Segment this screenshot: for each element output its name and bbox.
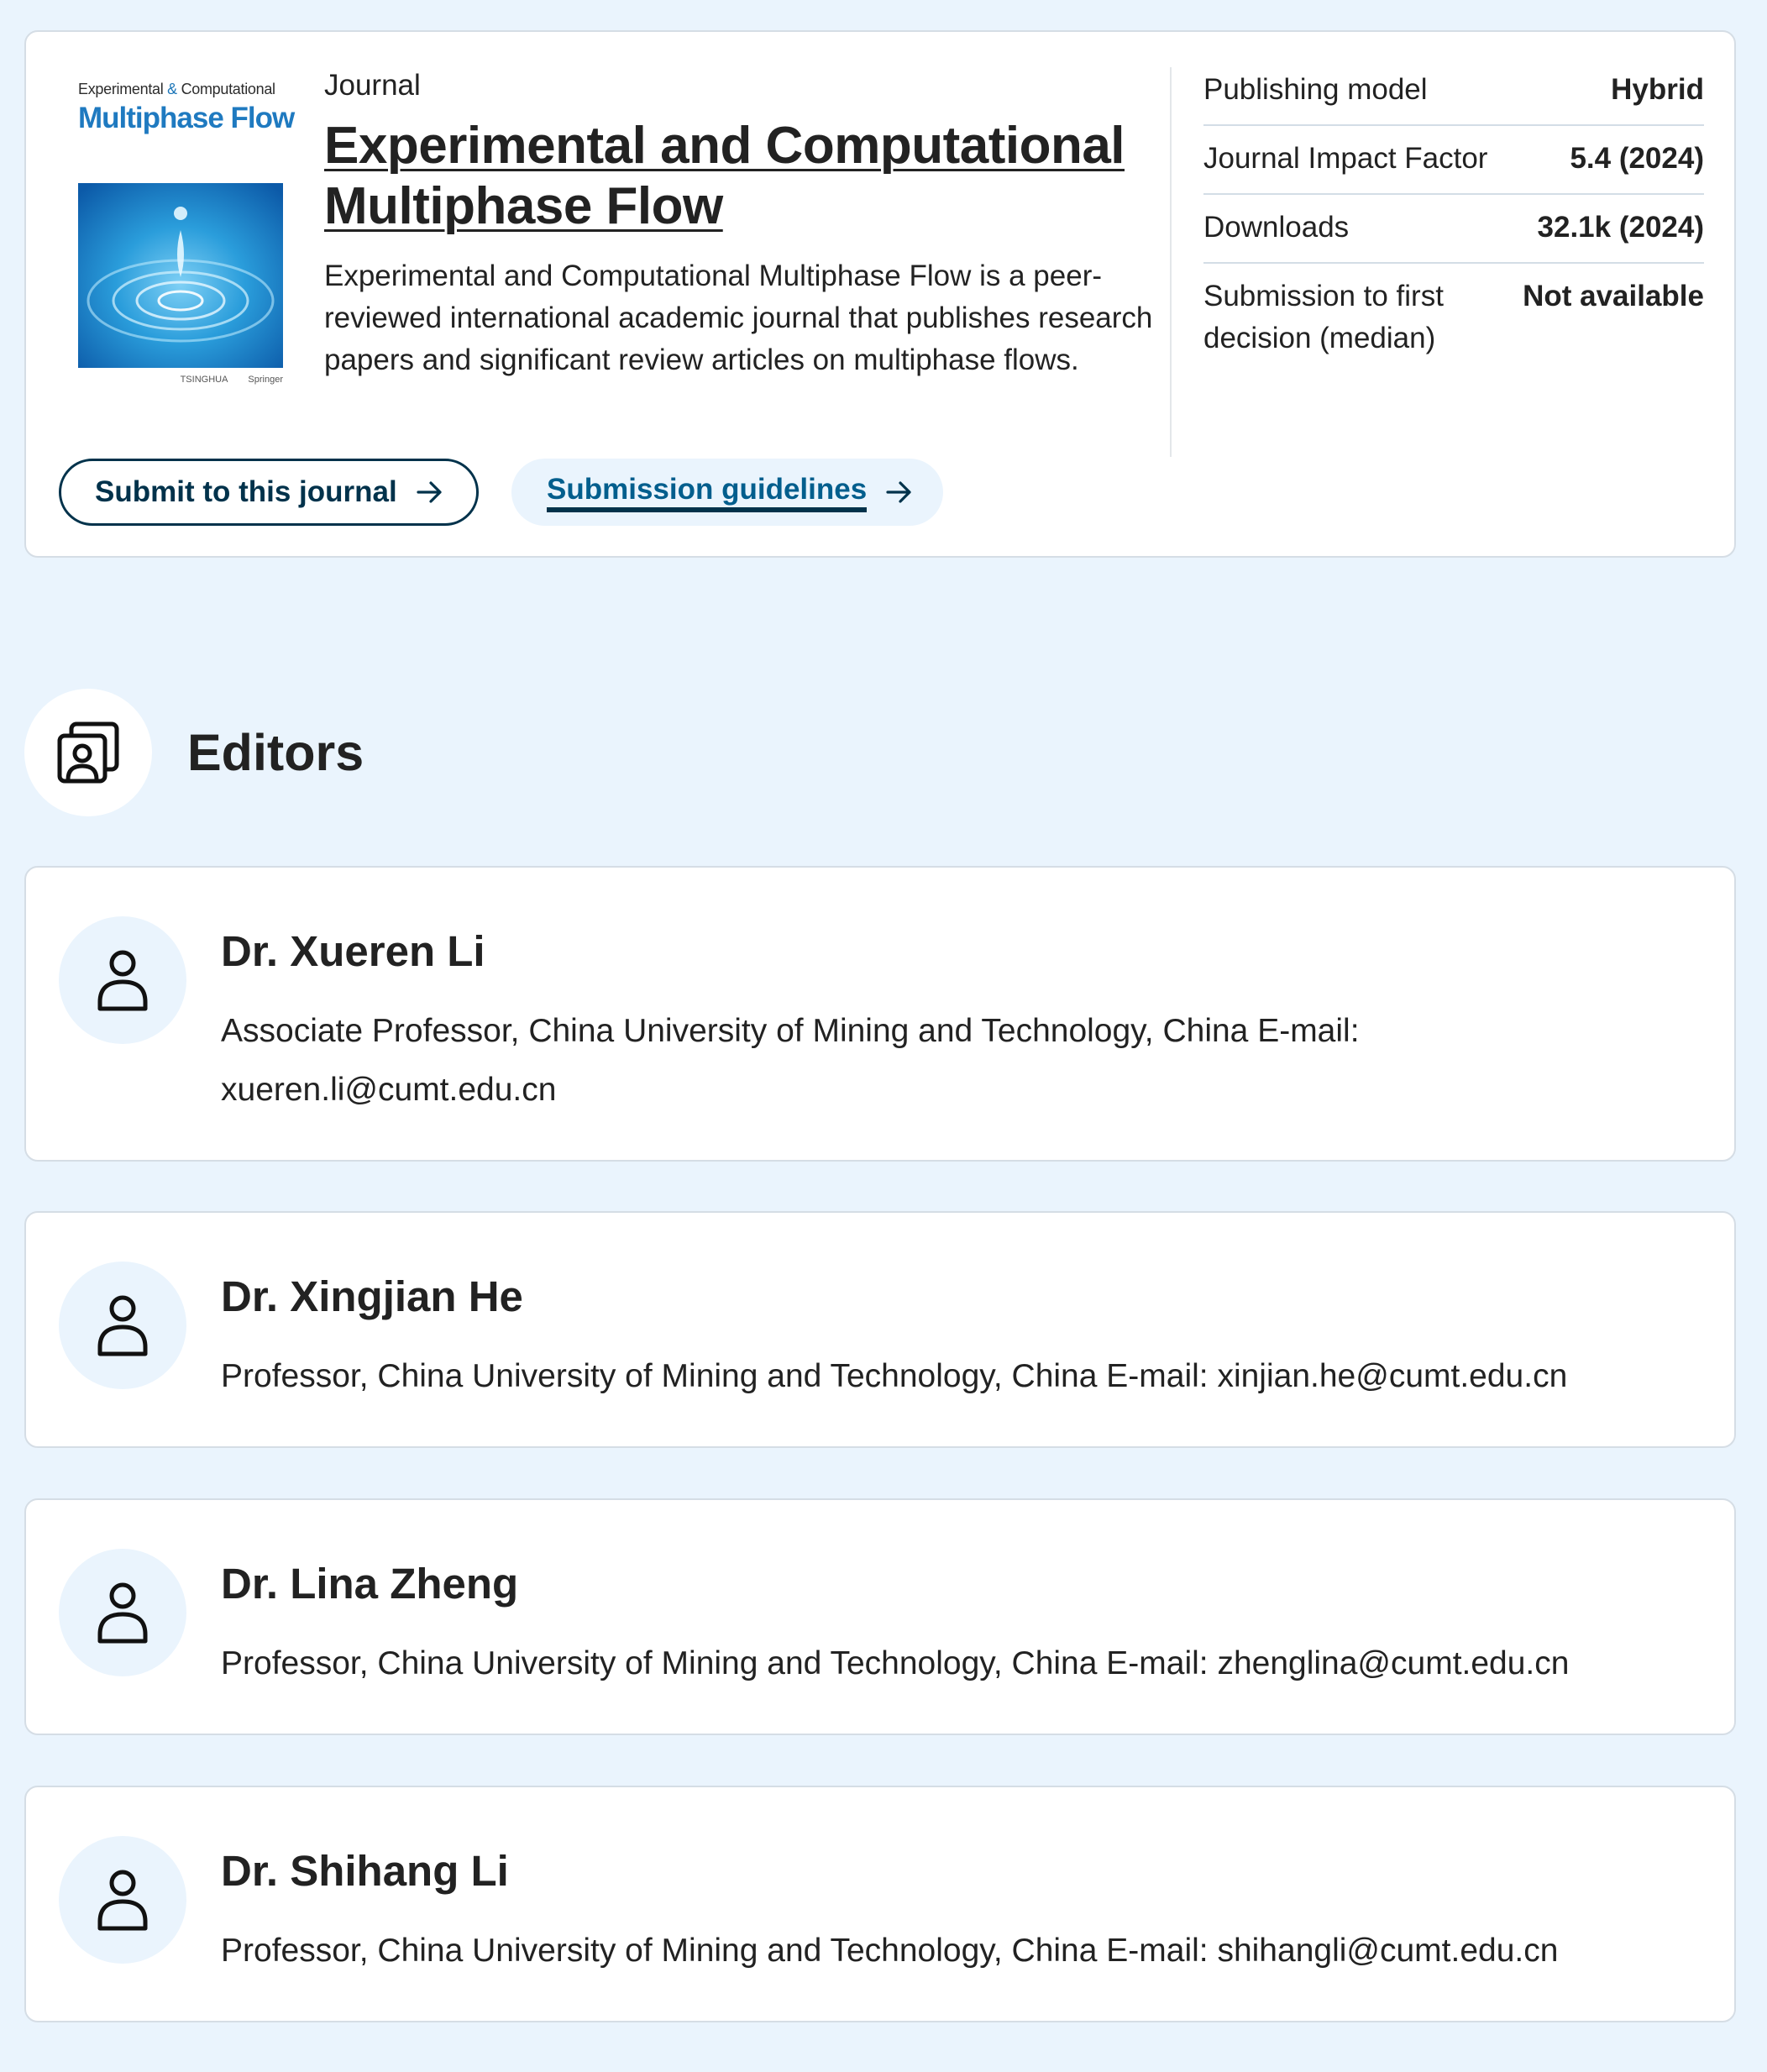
metric-label: Submission to first decision (median) — [1203, 280, 1444, 354]
editor-name: Dr. Shihang Li — [221, 1847, 509, 1895]
metric-label: Publishing model — [1203, 73, 1428, 106]
editor-affiliation: Associate Professor, China University of Mining and Technology, China E-mail: xueren.li@cumt.edu.cn — [221, 1013, 1360, 1108]
editor-card — [24, 1498, 1736, 1735]
submit-to-journal-button[interactable] — [59, 459, 479, 526]
editor-name: Dr. Xueren Li — [221, 927, 485, 975]
metric-value: Hybrid — [1611, 73, 1704, 106]
journal-title-link[interactable]: Experimental and Computational Multiphase Flow — [324, 117, 1125, 235]
publisher-left: TSINGHUA — [180, 375, 228, 385]
editor-name: Dr. Lina Zheng — [221, 1560, 519, 1608]
metric-value: 32.1k (2024) — [1537, 211, 1704, 244]
journal-description: Experimental and Computational Multiphase Flow is a peer-reviewed international academic journal that publishes research papers and significant review articles on multiphase flows. — [324, 260, 1153, 376]
cover-publishers — [75, 375, 286, 388]
metric-downloads — [1203, 195, 1704, 264]
avatar — [59, 1262, 186, 1389]
editor-card — [24, 1786, 1736, 2022]
avatar — [59, 1836, 186, 1964]
metric-value: 5.4 (2024) — [1570, 142, 1704, 175]
editor-affiliation: Professor, China University of Mining and Technology, China E-mail: zhenglina@cumt.edu.cn — [221, 1645, 1570, 1681]
editors-heading — [24, 689, 364, 816]
metric-label: Journal Impact Factor — [1203, 142, 1488, 175]
editor-affiliation: Professor, China University of Mining and Technology, China E-mail: shihangli@cumt.edu.cn — [221, 1933, 1559, 1969]
person-icon — [97, 948, 149, 1012]
journal-card — [24, 30, 1736, 558]
arrow-right-icon — [885, 480, 914, 505]
editor-name: Dr. Xingjian He — [221, 1272, 523, 1320]
journal-kind-label: Journal — [324, 69, 421, 102]
metric-first-decision — [1203, 264, 1704, 373]
editor-card — [24, 1211, 1736, 1448]
guidelines-button-label: Submission guidelines — [547, 472, 867, 512]
water-drop-image — [78, 183, 283, 368]
metric-value: Not available — [1523, 280, 1704, 312]
cover-title: Multiphase Flow — [78, 102, 295, 134]
cover-subtitle: Experimental & Computational — [78, 81, 275, 97]
submit-button-label: Submit to this journal — [95, 475, 397, 508]
metric-publishing-model — [1203, 57, 1704, 126]
submission-guidelines-button[interactable] — [511, 459, 943, 526]
journal-main — [324, 69, 1164, 381]
editors-title: Editors — [187, 724, 364, 781]
editor-affiliation: Professor, China University of Mining and Technology, China E-mail: xinjian.he@cumt.edu.cn — [221, 1358, 1568, 1394]
vertical-divider — [1170, 67, 1172, 457]
metric-label: Downloads — [1203, 211, 1350, 244]
editors-icon-badge — [24, 689, 152, 816]
publisher-right: Springer — [248, 375, 283, 385]
arrow-right-icon — [416, 480, 444, 505]
metric-impact-factor — [1203, 126, 1704, 195]
editor-card — [24, 866, 1736, 1162]
editors-profiles-icon — [55, 719, 122, 786]
avatar — [59, 916, 186, 1044]
person-icon — [97, 1581, 149, 1644]
journal-cover[interactable] — [75, 81, 295, 391]
avatar — [59, 1549, 186, 1676]
journal-metrics — [1203, 57, 1704, 373]
person-icon — [97, 1868, 149, 1932]
person-icon — [97, 1293, 149, 1357]
